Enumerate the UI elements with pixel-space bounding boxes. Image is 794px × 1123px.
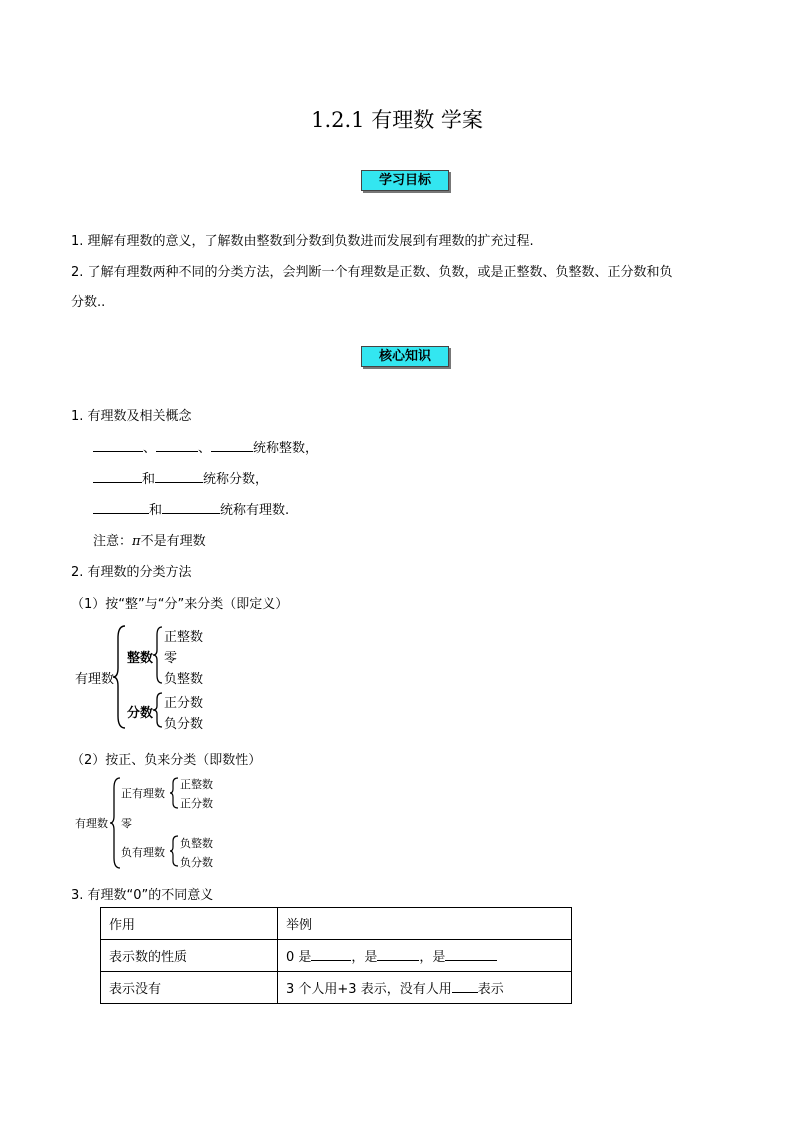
fill-line-rationals: [93, 499, 289, 518]
fill-text: 统称有理数.: [220, 503, 290, 518]
pi-symbol: π: [132, 534, 141, 549]
blank[interactable]: [156, 439, 198, 452]
table-row: [101, 940, 572, 972]
blank[interactable]: [445, 948, 497, 961]
fill-text: 统称整数，: [253, 441, 319, 456]
tree2-root: 有理数: [75, 817, 108, 830]
table-header-cell: 作用: [101, 908, 278, 940]
tree2-pos-int: 正整数: [180, 778, 213, 791]
tree1-integers: 整数: [127, 651, 154, 666]
blank[interactable]: [211, 439, 253, 452]
method2-title: （2）按正、负来分类（即数性）: [71, 753, 262, 768]
section-label-knowledge: 核心知识: [361, 346, 449, 367]
blank[interactable]: [162, 501, 220, 514]
blank[interactable]: [93, 501, 149, 514]
tree1-integers-brace: [153, 625, 164, 685]
blank[interactable]: [155, 470, 203, 483]
tree2-negative: 负有理数: [121, 846, 165, 859]
separator: 、: [198, 441, 212, 456]
fill-line-integers: [93, 437, 318, 456]
blank[interactable]: [93, 439, 143, 452]
tree1-neg-frac: 负分数: [164, 717, 204, 732]
tree2-pos-frac: 正分数: [180, 797, 213, 810]
table-header-cell: 举例: [278, 908, 572, 940]
tree1-pos-frac: 正分数: [164, 696, 204, 711]
goal-line-2: 2. 了解有理数两种不同的分类方法，会判断一个有理数是正数、负数，或是正整数、负整数、正分数和负: [71, 265, 673, 280]
table-cell: 表示没有: [101, 972, 278, 1004]
cell-text: 0 是: [286, 950, 312, 965]
blank[interactable]: [452, 980, 478, 993]
table-cell: [278, 940, 572, 972]
blank[interactable]: [93, 470, 142, 483]
cell-text: 3 个人用+3 表示，没有人用: [286, 982, 452, 997]
tree2-negative-brace: [170, 834, 180, 868]
note-line: [93, 530, 206, 549]
blank[interactable]: [311, 948, 351, 961]
table-cell: [278, 972, 572, 1004]
cell-text: ，是: [419, 950, 446, 965]
note-label: 注意：: [93, 534, 133, 549]
cell-text: 表示: [477, 982, 504, 997]
note-text: 不是有理数: [140, 534, 206, 549]
blank[interactable]: [377, 948, 419, 961]
cell-text: ，是: [351, 950, 378, 965]
goal-line-1: 1. 理解有理数的意义，了解数由整数到分数到负数进而发展到有理数的扩充过程.: [71, 234, 534, 249]
tree1-fractions-brace: [153, 691, 164, 729]
fill-text: 统称分数，: [203, 472, 269, 487]
item1-title: 1. 有理数及相关概念: [71, 409, 192, 424]
tree1-root: 有理数: [75, 672, 115, 687]
tree2-neg-frac: 负分数: [180, 856, 213, 869]
table-cell: 表示数的性质: [101, 940, 278, 972]
table-header-row: [101, 908, 572, 940]
tree2-positive-brace: [170, 776, 180, 810]
tree2-positive: 正有理数: [121, 787, 165, 800]
tree1-fractions: 分数: [127, 706, 154, 721]
fill-line-fractions: [93, 468, 268, 487]
tree2-neg-int: 负整数: [180, 837, 213, 850]
separator: 、: [143, 441, 157, 456]
page-title: 1.2.1 有理数 学案: [311, 108, 483, 132]
tree1-root-brace: [113, 624, 127, 730]
item2-title: 2. 有理数的分类方法: [71, 565, 192, 580]
method1-title: （1）按“整”与“分”来分类（即定义）: [71, 597, 289, 612]
item3-title: 3. 有理数“0”的不同意义: [71, 888, 214, 903]
tree1-zero: 零: [164, 651, 178, 666]
table-row: [101, 972, 572, 1004]
zero-meaning-table: [100, 907, 572, 1004]
goal-line-3: 分数..: [71, 295, 106, 310]
section-label-goals: 学习目标: [361, 170, 449, 191]
fill-text: 和: [149, 503, 163, 518]
tree1-pos-int: 正整数: [164, 630, 204, 645]
fill-text: 和: [142, 472, 156, 487]
tree2-zero: 零: [121, 817, 132, 830]
tree1-neg-int: 负整数: [164, 672, 204, 687]
